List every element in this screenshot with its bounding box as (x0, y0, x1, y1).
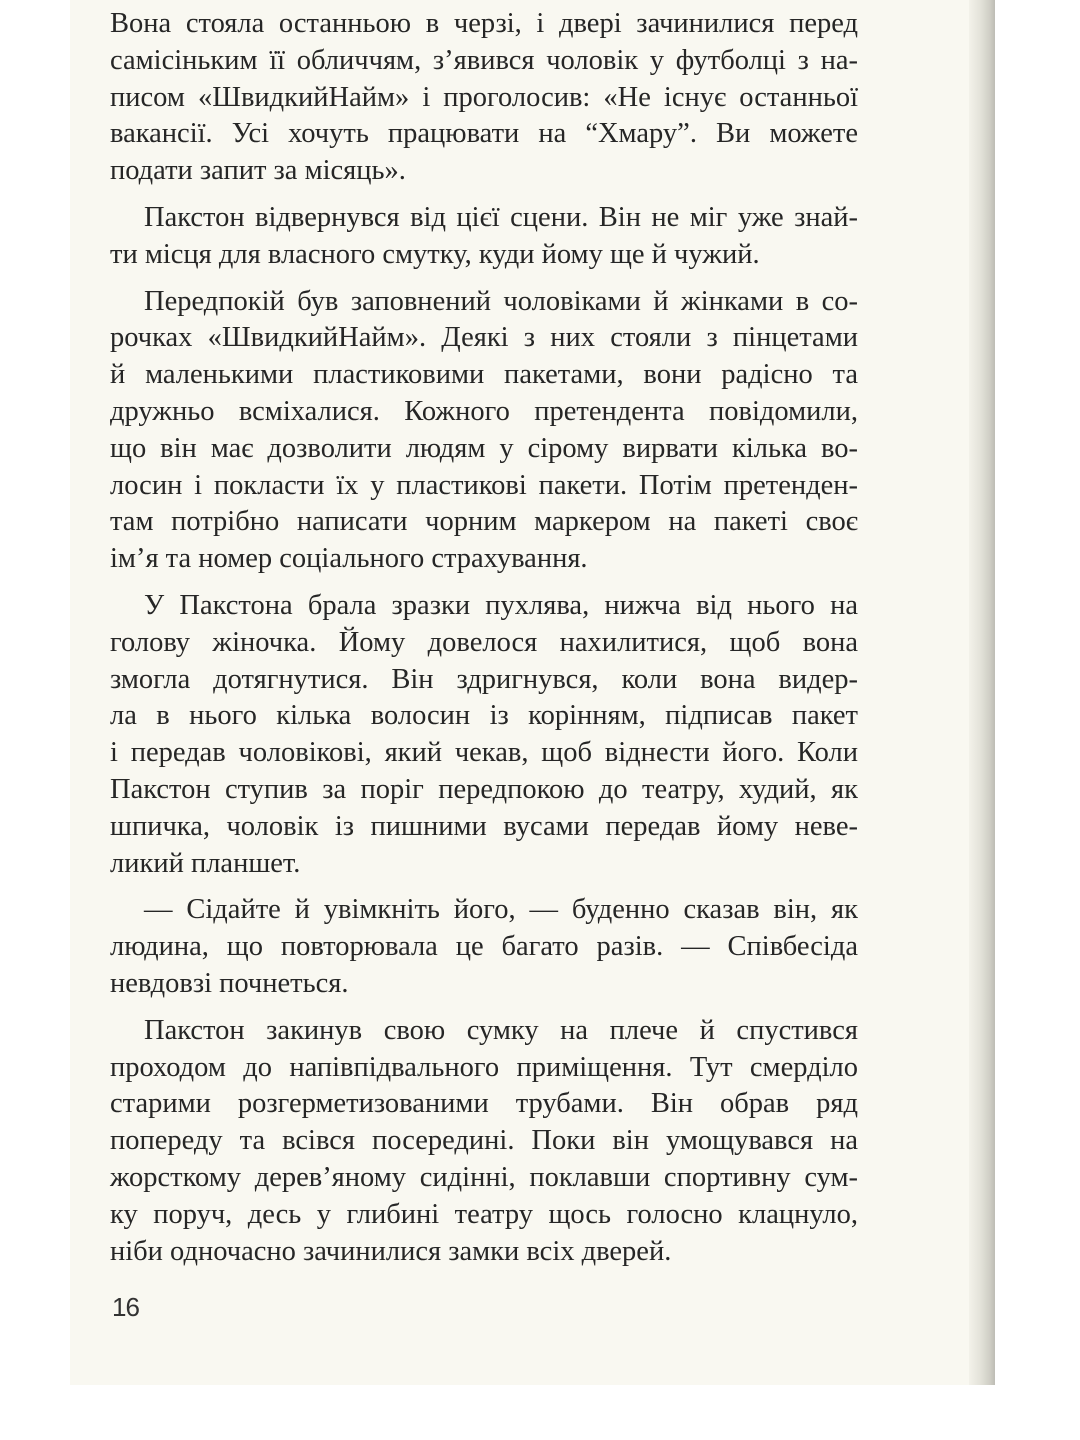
page-spine-shadow (969, 0, 995, 1385)
text-line: змогла дотягнутися. Він здригнувся, коли вона видер- (110, 663, 858, 695)
text-line: голову жіночка. Йому довелося нахилитися, щоб вона (110, 626, 858, 658)
page-number: 16 (112, 1292, 139, 1322)
paragraph (110, 892, 858, 1002)
text-line: Пакстон закинув свою сумку на плече й спустився (144, 1014, 858, 1046)
text-line: ти місця для власного смутку, куди йому ще й чужий. (110, 238, 760, 270)
text-line: там потрібно написати чорним маркером на пакеті своє (110, 506, 858, 538)
text-line: самісіньким її обличчям, з’явився чоловік у футболці з на- (110, 44, 858, 76)
text-line: лосин і покласти їх у пластикові пакети. Потім претенден- (110, 469, 858, 501)
text-line: і передав чоловікові, який чекав, щоб віднести його. Коли (110, 737, 858, 769)
text-line: — Сідайте й увімкніть його, — буденно сказав він, як (144, 894, 858, 926)
text-line: ликий планшет. (110, 847, 301, 879)
paragraph (110, 1013, 858, 1271)
text-line: Пакстон відвернувся від цієї сцени. Він не міг уже знай- (144, 201, 858, 233)
text-line: ім’я та номер соціального страхування. (110, 543, 588, 575)
text-line: жорсткому дерев’яному сидінні, поклавши спортивну сум- (110, 1161, 858, 1193)
text-line: ла в нього кілька волосин із корінням, підписав пакет (110, 700, 858, 732)
text-line: вакансії. Усі хочуть працювати на “Хмару”. Ви можете (110, 118, 858, 150)
text-line: попереду та всівся посередині. Поки він умощувався на (110, 1125, 858, 1157)
text-line: людина, що повторювала це багато разів. — Співбесіда (110, 931, 858, 963)
text-line: що він має дозволити людям у сірому вирвати кілька во- (110, 432, 858, 464)
text-line: Пакстон ступив за поріг передпокою до театру, худий, як (110, 773, 858, 805)
text-line: невдовзі почнеться. (110, 967, 349, 999)
paragraph (110, 588, 858, 882)
text-line: подати запит за місяць». (110, 155, 406, 187)
text-line: й маленькими пластиковими пакетами, вони радісно та (110, 359, 858, 391)
text-line: У Пакстона брала зразки пухлява, нижча від нього на (144, 589, 858, 621)
body-text (110, 6, 858, 1270)
text-line: шпичка, чоловік із пишними вусами передав йому неве- (110, 810, 858, 842)
text-line: Передпокій був заповнений чоловіками й жінками в со- (144, 285, 858, 317)
text-line: писом «ШвидкийНайм» і проголосив: «Не існує останньої (110, 81, 858, 113)
text-line: ніби одночасно зачинилися замки всіх дверей. (110, 1235, 672, 1267)
text-line: Вона стояла останньою в черзі, і двері зачинилися перед (110, 8, 858, 39)
text-line: дружньо всміхалися. Кожного претендента повідомили, (110, 395, 858, 427)
text-line: ку поруч, десь у глибині театру щось голосно клацнуло, (110, 1198, 858, 1230)
text-line: проходом до напівпідвального приміщення. Тут смерділо (110, 1051, 858, 1083)
paragraph (110, 200, 858, 274)
paragraph (110, 284, 858, 578)
text-line: рочках «ШвидкийНайм». Деякі з них стояли з пінцетами (110, 322, 858, 354)
paragraph (110, 6, 858, 190)
text-line: старими розгерметизованими трубами. Він обрав ряд (110, 1088, 858, 1120)
